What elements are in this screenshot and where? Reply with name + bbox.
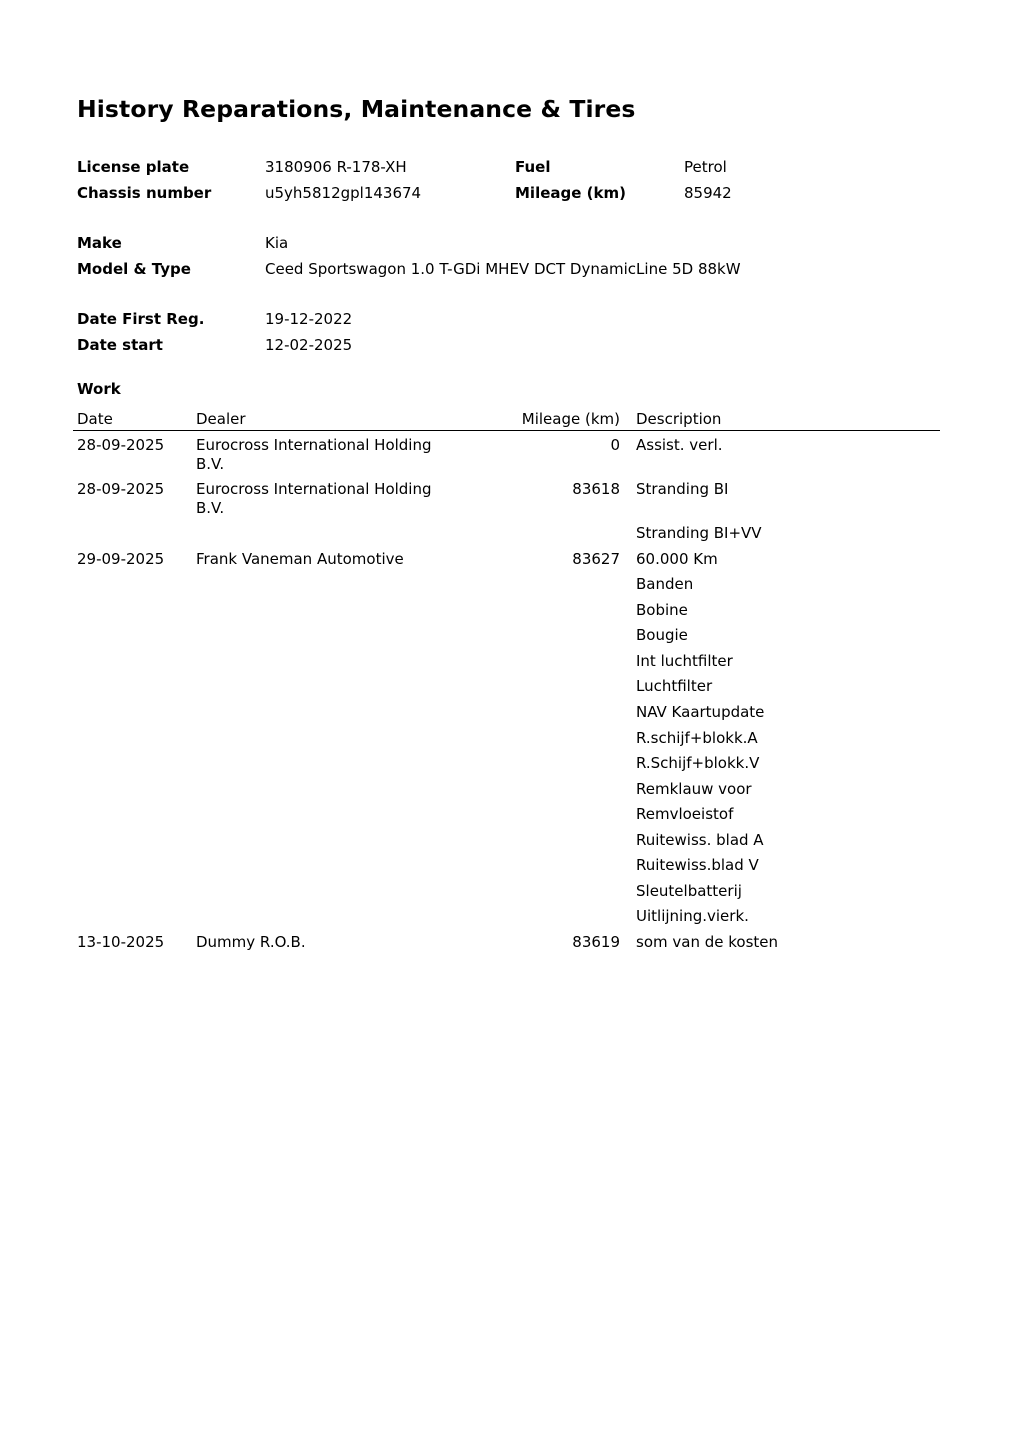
row-description: som van de kosten [636,933,778,951]
first-reg-value: 19-12-2022 [265,310,353,328]
row-mileage: 83618 [572,480,620,498]
work-heading: Work [77,380,121,398]
row-dealer: Eurocross International Holding [196,436,432,454]
model-value: Ceed Sportswagon 1.0 T-GDi MHEV DCT DynamicLine 5D 88kW [265,260,741,278]
row-description: Stranding BI [636,480,729,498]
date-start-value: 12-02-2025 [265,336,353,354]
page-title: History Reparations, Maintenance & Tires [77,95,636,123]
mileage-label: Mileage (km) [515,184,626,202]
row-dealer-cont: B.V. [196,455,225,473]
row-mileage: 83627 [572,550,620,568]
fuel-label: Fuel [515,158,551,176]
model-label: Model & Type [77,260,191,278]
license-plate-label: License plate [77,158,190,176]
row-description: Stranding BI+VV [636,524,762,542]
first-reg-label: Date First Reg. [77,310,205,328]
fuel-value: Petrol [684,158,727,176]
make-value: Kia [265,234,289,252]
row-dealer-cont: B.V. [196,499,225,517]
row-description: Luchtfilter [636,677,713,695]
column-header-mileage: Mileage (km) [521,410,620,428]
row-description: Remklauw voor [636,780,752,798]
row-description: Uitlijning.vierk. [636,907,749,925]
column-header-dealer: Dealer [196,410,246,428]
header-divider [73,430,940,431]
row-description: Sleutelbatterij [636,882,742,900]
row-description: NAV Kaartupdate [636,703,765,721]
row-mileage: 0 [610,436,620,454]
row-description: Bougie [636,626,688,644]
row-date: 13-10-2025 [77,933,165,951]
row-description: Ruitewiss.blad V [636,856,759,874]
row-description: R.Schijf+blokk.V [636,754,760,772]
column-header-date: Date [77,410,113,428]
row-dealer: Frank Vaneman Automotive [196,550,404,568]
row-date: 28-09-2025 [77,480,165,498]
chassis-label: Chassis number [77,184,212,202]
row-description: Bobine [636,601,688,619]
make-label: Make [77,234,122,252]
row-description: 60.000 Km [636,550,718,568]
row-description: Int luchtfilter [636,652,733,670]
row-description: Ruitewiss. blad A [636,831,764,849]
row-mileage: 83619 [572,933,620,951]
license-plate-value: 3180906 R-178-XH [265,158,407,176]
row-description: Remvloeistof [636,805,734,823]
mileage-value: 85942 [684,184,732,202]
row-dealer: Dummy R.O.B. [196,933,306,951]
date-start-label: Date start [77,336,163,354]
row-description: Assist. verl. [636,436,723,454]
row-dealer: Eurocross International Holding [196,480,432,498]
column-header-description: Description [636,410,722,428]
row-date: 29-09-2025 [77,550,165,568]
row-description: R.schijf+blokk.A [636,729,758,747]
row-date: 28-09-2025 [77,436,165,454]
row-description: Banden [636,575,694,593]
chassis-value: u5yh5812gpl143674 [265,184,422,202]
